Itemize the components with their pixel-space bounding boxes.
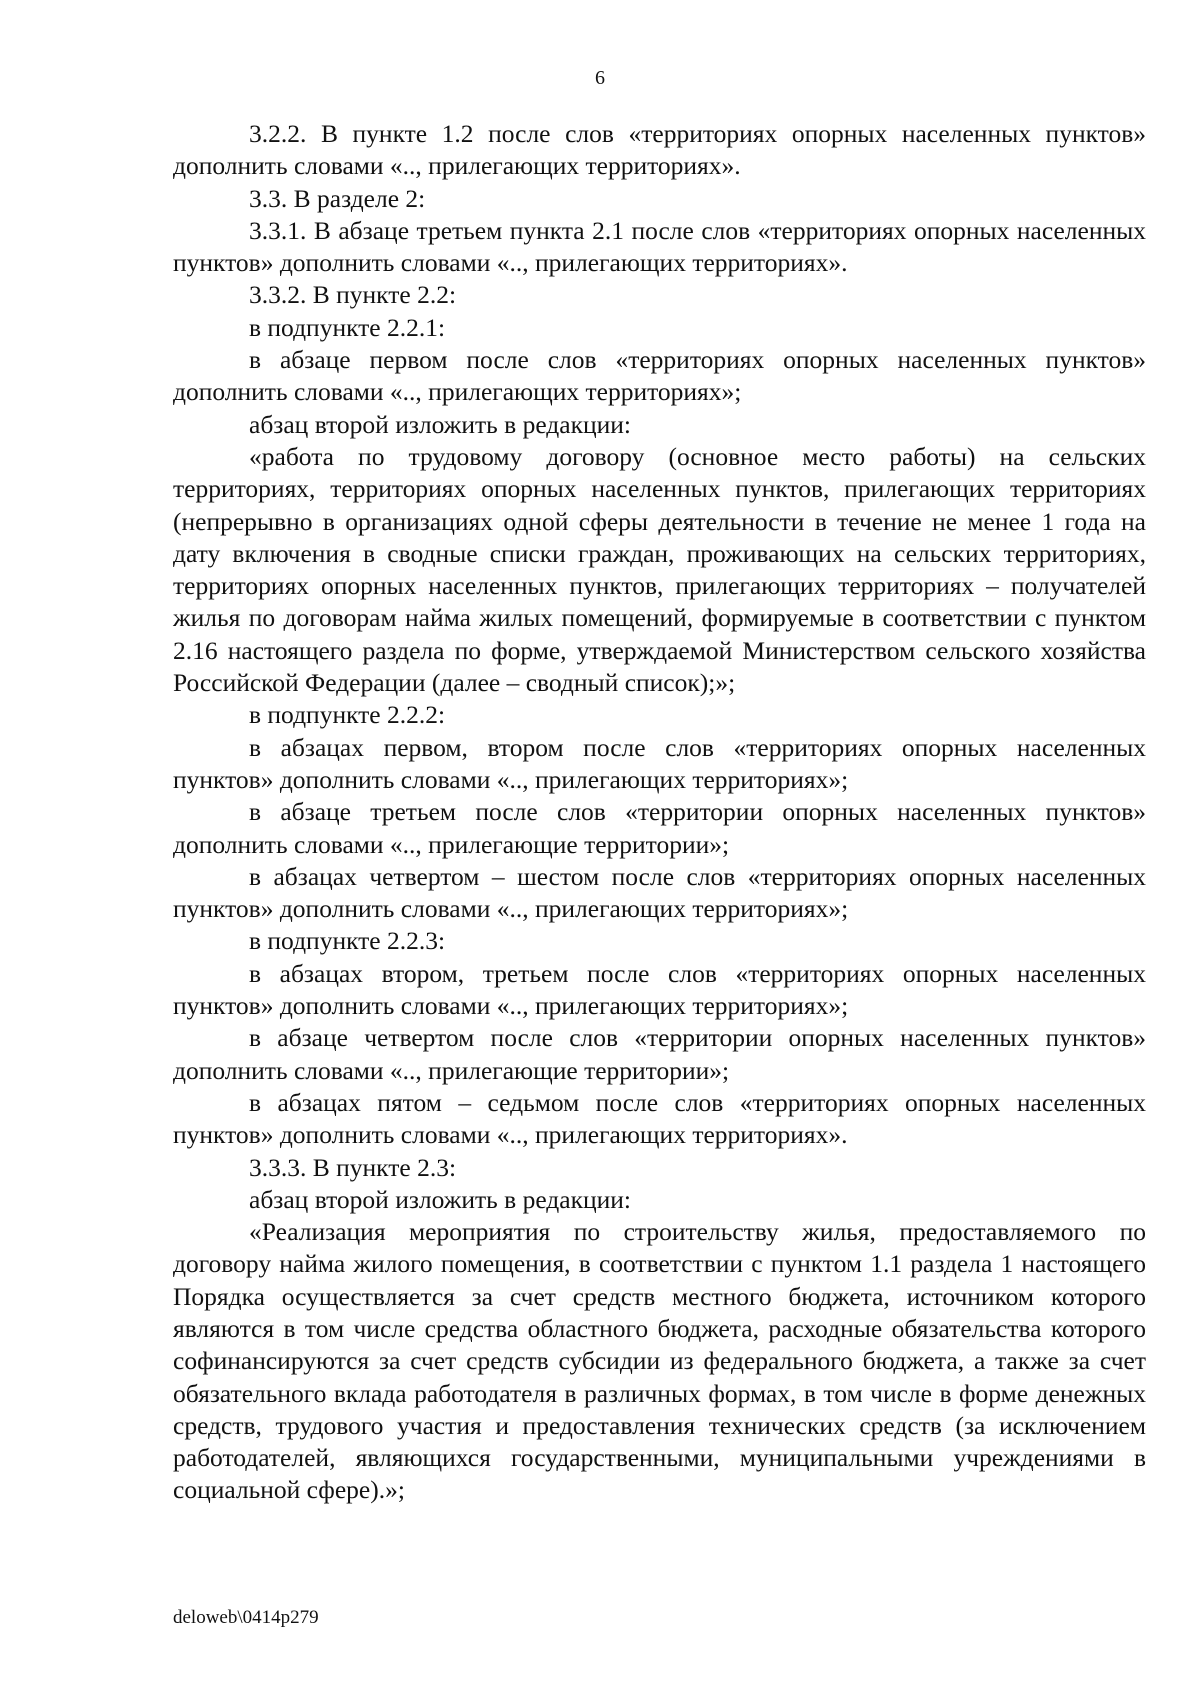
paragraph-3-3-2-heading: 3.3.2. В пункте 2.2: bbox=[249, 280, 457, 310]
paragraph-3-3-heading: 3.3. В разделе 2: bbox=[249, 183, 426, 213]
paragraph-3-2-2: 3.2.2. В пункте 1.2 после слов «территориях опорных населенных пунктов» дополнить словами «.., прилегающих территориях». bbox=[173, 119, 1146, 181]
document-body bbox=[173, 118, 1146, 1507]
paragraph-3-3-1: 3.3.1. В абзаце третьем пункта 2.1 после слов «территориях опорных населенных пунктов» дополнить словами «.., прилегающих территориях». bbox=[173, 215, 1146, 278]
paragraph-2-2-3-fifth-seventh: в абзацах пятом – седьмом после слов «территориях опорных населенных пунктов» дополнить словами «.., прилегающих территориях». bbox=[173, 1087, 1146, 1150]
paragraph-subitem-2-2-2: в подпункте 2.2.2: bbox=[249, 700, 446, 730]
paragraph-2-3-second-intro: абзац второй изложить в редакции: bbox=[249, 1184, 632, 1214]
paragraph-2-2-2-third: в абзаце третьем после слов «территории опорных населенных пунктов» дополнить словами «.., прилегающие территории»; bbox=[173, 797, 1146, 859]
paragraph-2-2-3-fourth: в абзаце четвертом после слов «территории опорных населенных пунктов» дополнить словами «.., прилегающие территории»; bbox=[173, 1023, 1146, 1085]
paragraph-subitem-2-2-1: в подпункте 2.2.1: bbox=[249, 312, 446, 342]
paragraph-2-2-1-first: в абзаце первом после слов «территориях опорных населенных пунктов» дополнить словами «.., прилегающих территориях»; bbox=[173, 345, 1146, 407]
paragraph-2-2-1-second-intro: абзац второй изложить в редакции: bbox=[249, 409, 632, 439]
page-number: 6 bbox=[595, 67, 605, 89]
paragraph-2-2-3-second-third: в абзацах втором, третьем после слов «территориях опорных населенных пунктов» дополнить словами «.., прилегающих территориях»; bbox=[173, 958, 1146, 1021]
paragraph-subitem-2-2-3: в подпункте 2.2.3: bbox=[249, 926, 446, 956]
paragraph-2-2-1-second-text: «работа по трудовому договору (основное место работы) на сельских территориях, территориях опорных населенных пунктов, прилегающих территориях (непрерывно в организациях одной сферы деятельности в течение не менее 1 года на дату включения в сводные списки граждан, проживающих на сельских территориях, территориях опорных населенных пунктов, прилегающих территориях – получателей жилья по договорам найма жилых помещений, формируемые в соответствии с пунктом 2.16 настоящего раздела по форме, утверждаемой Министерством сельского хозяйства Российской Федерации (далее – сводный список);»; bbox=[173, 441, 1146, 698]
document-code: deloweb\0414p279 bbox=[173, 1607, 319, 1628]
paragraph-2-2-2-first-second: в абзацах первом, втором после слов «территориях опорных населенных пунктов» дополнить словами «.., прилегающих территориях»; bbox=[173, 732, 1146, 794]
paragraph-2-3-second-text: «Реализация мероприятия по строительству жилья, предоставляемого по договору найма жилого помещения, в соответствии с пунктом 1.1 раздела 1 настоящего Порядка осуществляется за счет средств местного бюджета, источником которого являются в том числе средства областного бюджета, расходные обязательства которого софинансируются за счет средств субсидии из федерального бюджета, а также за счет обязательного вклада работодателя в различных формах, в том числе в форме денежных средств, трудового участия и предоставления технических средств (за исключением работодателей, являющихся государственными, муниципальными учреждениями в социальной сфере).»; bbox=[173, 1217, 1146, 1505]
paragraph-3-3-3-heading: 3.3.3. В пункте 2.3: bbox=[249, 1152, 457, 1182]
paragraph-2-2-2-fourth-sixth: в абзацах четвертом – шестом после слов «территориях опорных населенных пунктов» дополнить словами «.., прилегающих территориях»; bbox=[173, 861, 1146, 924]
